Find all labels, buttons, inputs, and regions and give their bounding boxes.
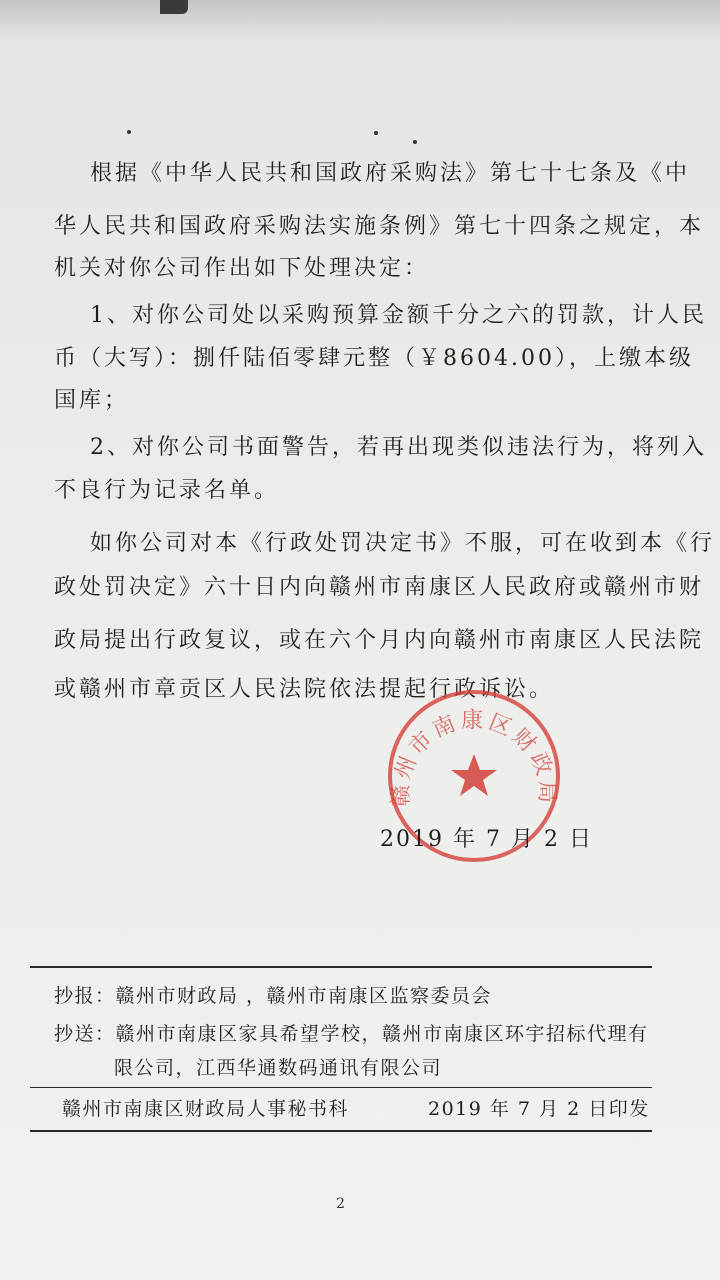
page-number: 2 <box>336 1196 345 1212</box>
body-line: 不良行为记录名单。 <box>54 478 280 503</box>
copy-to-line: 限公司，江西华通数码通讯有限公司 <box>114 1057 443 1079</box>
body-line: 或赣州市章贡区人民法院依法提起行政诉讼。 <box>54 677 555 702</box>
body-line: 2、对你公司书面警告，若再出现类似违法行为，将列入 <box>90 435 707 460</box>
body-line: 政处罚决定》六十日内向赣州市南康区人民政府或赣州市财 <box>54 575 705 600</box>
scan-corner-mark <box>160 0 188 14</box>
body-line: 币（大写）：捌仟陆佰零肆元整（￥8604.00），上缴本级 <box>54 346 694 371</box>
scan-speck <box>413 140 417 144</box>
body-line: 根据《中华人民共和国政府采购法》第七十七条及《中 <box>90 161 691 186</box>
scan-speck <box>374 131 378 135</box>
body-line: 机关对你公司作出如下处理决定： <box>54 256 430 281</box>
copy-to-line: 抄送：赣州市南康区家具希望学校，赣州市南康区环宇招标代理有 <box>54 1023 649 1045</box>
body-line: 政局提出行政复议，或在六个月内向赣州市南康区人民法院 <box>54 628 705 653</box>
signing-date: 2019 年 7 月 2 日 <box>380 827 593 852</box>
scan-speck <box>127 130 131 134</box>
issue-date: 2019 年 7 月 2 日印发 <box>428 1098 650 1120</box>
body-line: 国库； <box>54 388 130 413</box>
body-line: 如你公司对本《行政处罚决定书》不服，可在收到本《行 <box>90 531 716 556</box>
issuer: 赣州市南康区财政局人事秘书科 <box>62 1098 350 1120</box>
body-line: 1、对你公司处以采购预算金额千分之六的罚款，计人民 <box>90 303 707 328</box>
footer-bottom-rule <box>30 1130 652 1132</box>
footer-mid-rule <box>30 1087 652 1088</box>
report-to-line: 抄报：赣州市财政局 ，赣州市南康区监察委员会 <box>54 985 493 1007</box>
scan-shadow <box>0 0 720 40</box>
footer-top-rule <box>30 966 652 968</box>
seal-text: 赣州市南康区财政局 <box>388 708 560 808</box>
body-line: 华人民共和国政府采购法实施条例》第七十四条之规定，本 <box>54 214 705 239</box>
